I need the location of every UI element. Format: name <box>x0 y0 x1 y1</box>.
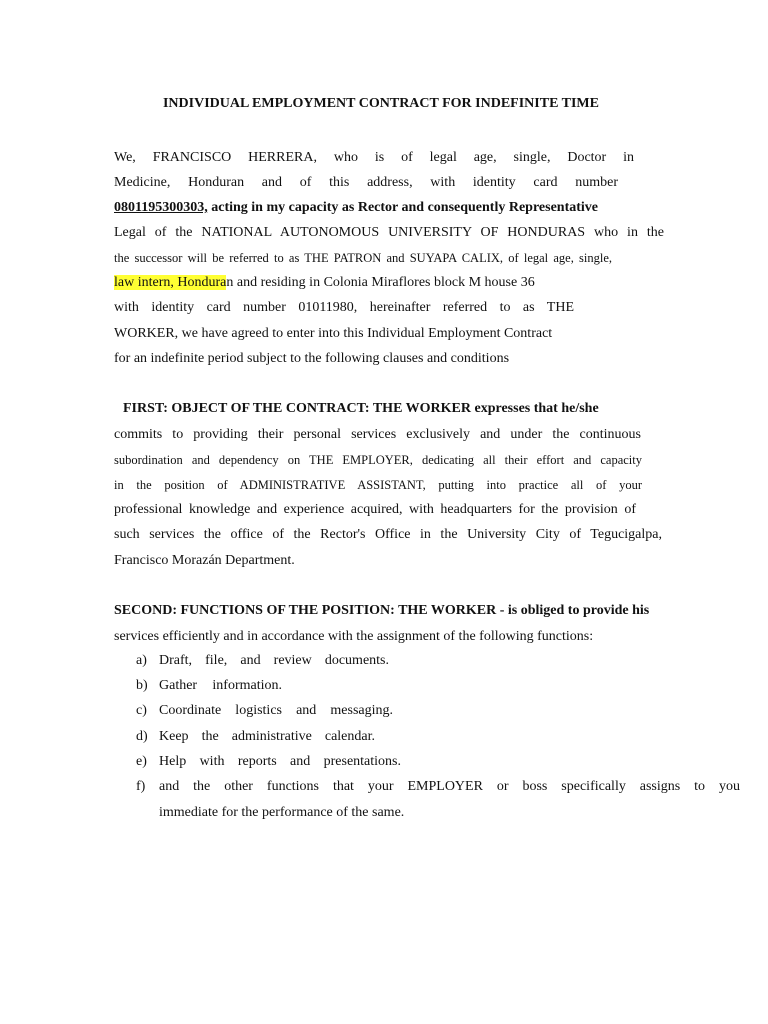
first-clause-line-6: such services the office of the Rector's Office in the University City of Tegucigalpa, <box>114 527 662 542</box>
intro-line-1: We, FRANCISCO HERRERA, who is of legal age, single, Doctor in <box>114 150 634 165</box>
list-marker-c: c) <box>136 703 147 718</box>
list-marker-b: b) <box>136 678 148 693</box>
first-clause-line-4: in the position of ADMINISTRATIVE ASSISTANT, putting into practice all of your <box>114 478 642 492</box>
list-item-e: Help with reports and presentations. <box>159 754 401 769</box>
intro-line-4: Legal of the NATIONAL AUTONOMOUS UNIVERSITY OF HONDURAS who in the <box>114 225 664 240</box>
highlighted-text: law intern, Hondura <box>114 275 227 290</box>
list-item-f-continued: immediate for the performance of the same. <box>159 805 405 820</box>
list-marker-e: e) <box>136 754 147 769</box>
intro-line-3 <box>114 199 598 217</box>
intro-line-8: WORKER, we have agreed to enter into this Individual Employment Contract <box>114 326 553 341</box>
document-title: INDIVIDUAL EMPLOYMENT CONTRACT FOR INDEFINITE TIME <box>162 96 599 111</box>
list-marker-d: d) <box>136 729 148 744</box>
list-item-a: Draft, file, and review documents. <box>159 653 389 668</box>
intro-line-2: Medicine, Honduran and of this address, with identity card number <box>114 175 618 190</box>
list-marker-f: f) <box>136 779 146 794</box>
list-item-f: and the other functions that your EMPLOYER or boss specifically assigns to you <box>159 779 740 794</box>
intro-line-9: for an indefinite period subject to the following clauses and conditions <box>114 351 510 366</box>
residence-text: n and residing in Colonia Miraflores block M house 36 <box>226 275 535 290</box>
first-clause-line-7: Francisco Morazán Department. <box>114 553 295 568</box>
list-item-d: Keep the administrative calendar. <box>159 729 375 744</box>
first-clause-heading-rest: expresses that he/she <box>471 401 599 416</box>
list-item-c: Coordinate logistics and messaging. <box>159 703 393 718</box>
intro-line-6 <box>114 274 535 292</box>
first-clause-line-2: commits to providing their personal services exclusively and under the continuous <box>114 427 641 442</box>
first-clause-line-5: professional knowledge and experience acquired, with headquarters for the provision of <box>114 502 636 517</box>
intro-line-5: the successor will be referred to as THE PATRON and SUYAPA CALIX, of legal age, single, <box>114 251 612 265</box>
second-clause-line-2: services efficiently and in accordance with the assignment of the following functions: <box>114 629 594 644</box>
first-clause-heading <box>123 400 599 418</box>
rector-capacity-text: acting in my capacity as Rector and consequently Representative <box>207 200 599 215</box>
first-clause-line-3: subordination and dependency on THE EMPLOYER, dedicating all their effort and capacity <box>114 453 642 467</box>
intro-line-7: with identity card number 01011980, hereinafter referred to as THE <box>114 300 574 315</box>
list-marker-a: a) <box>136 653 147 668</box>
list-item-b: Gather information. <box>159 678 282 693</box>
first-clause-title: FIRST: OBJECT OF THE CONTRACT: THE WORKER <box>123 401 471 416</box>
second-clause-heading: SECOND: FUNCTIONS OF THE POSITION: THE WORKER - is obliged to provide his <box>114 603 650 618</box>
identity-number: 0801195300303, <box>114 200 208 215</box>
